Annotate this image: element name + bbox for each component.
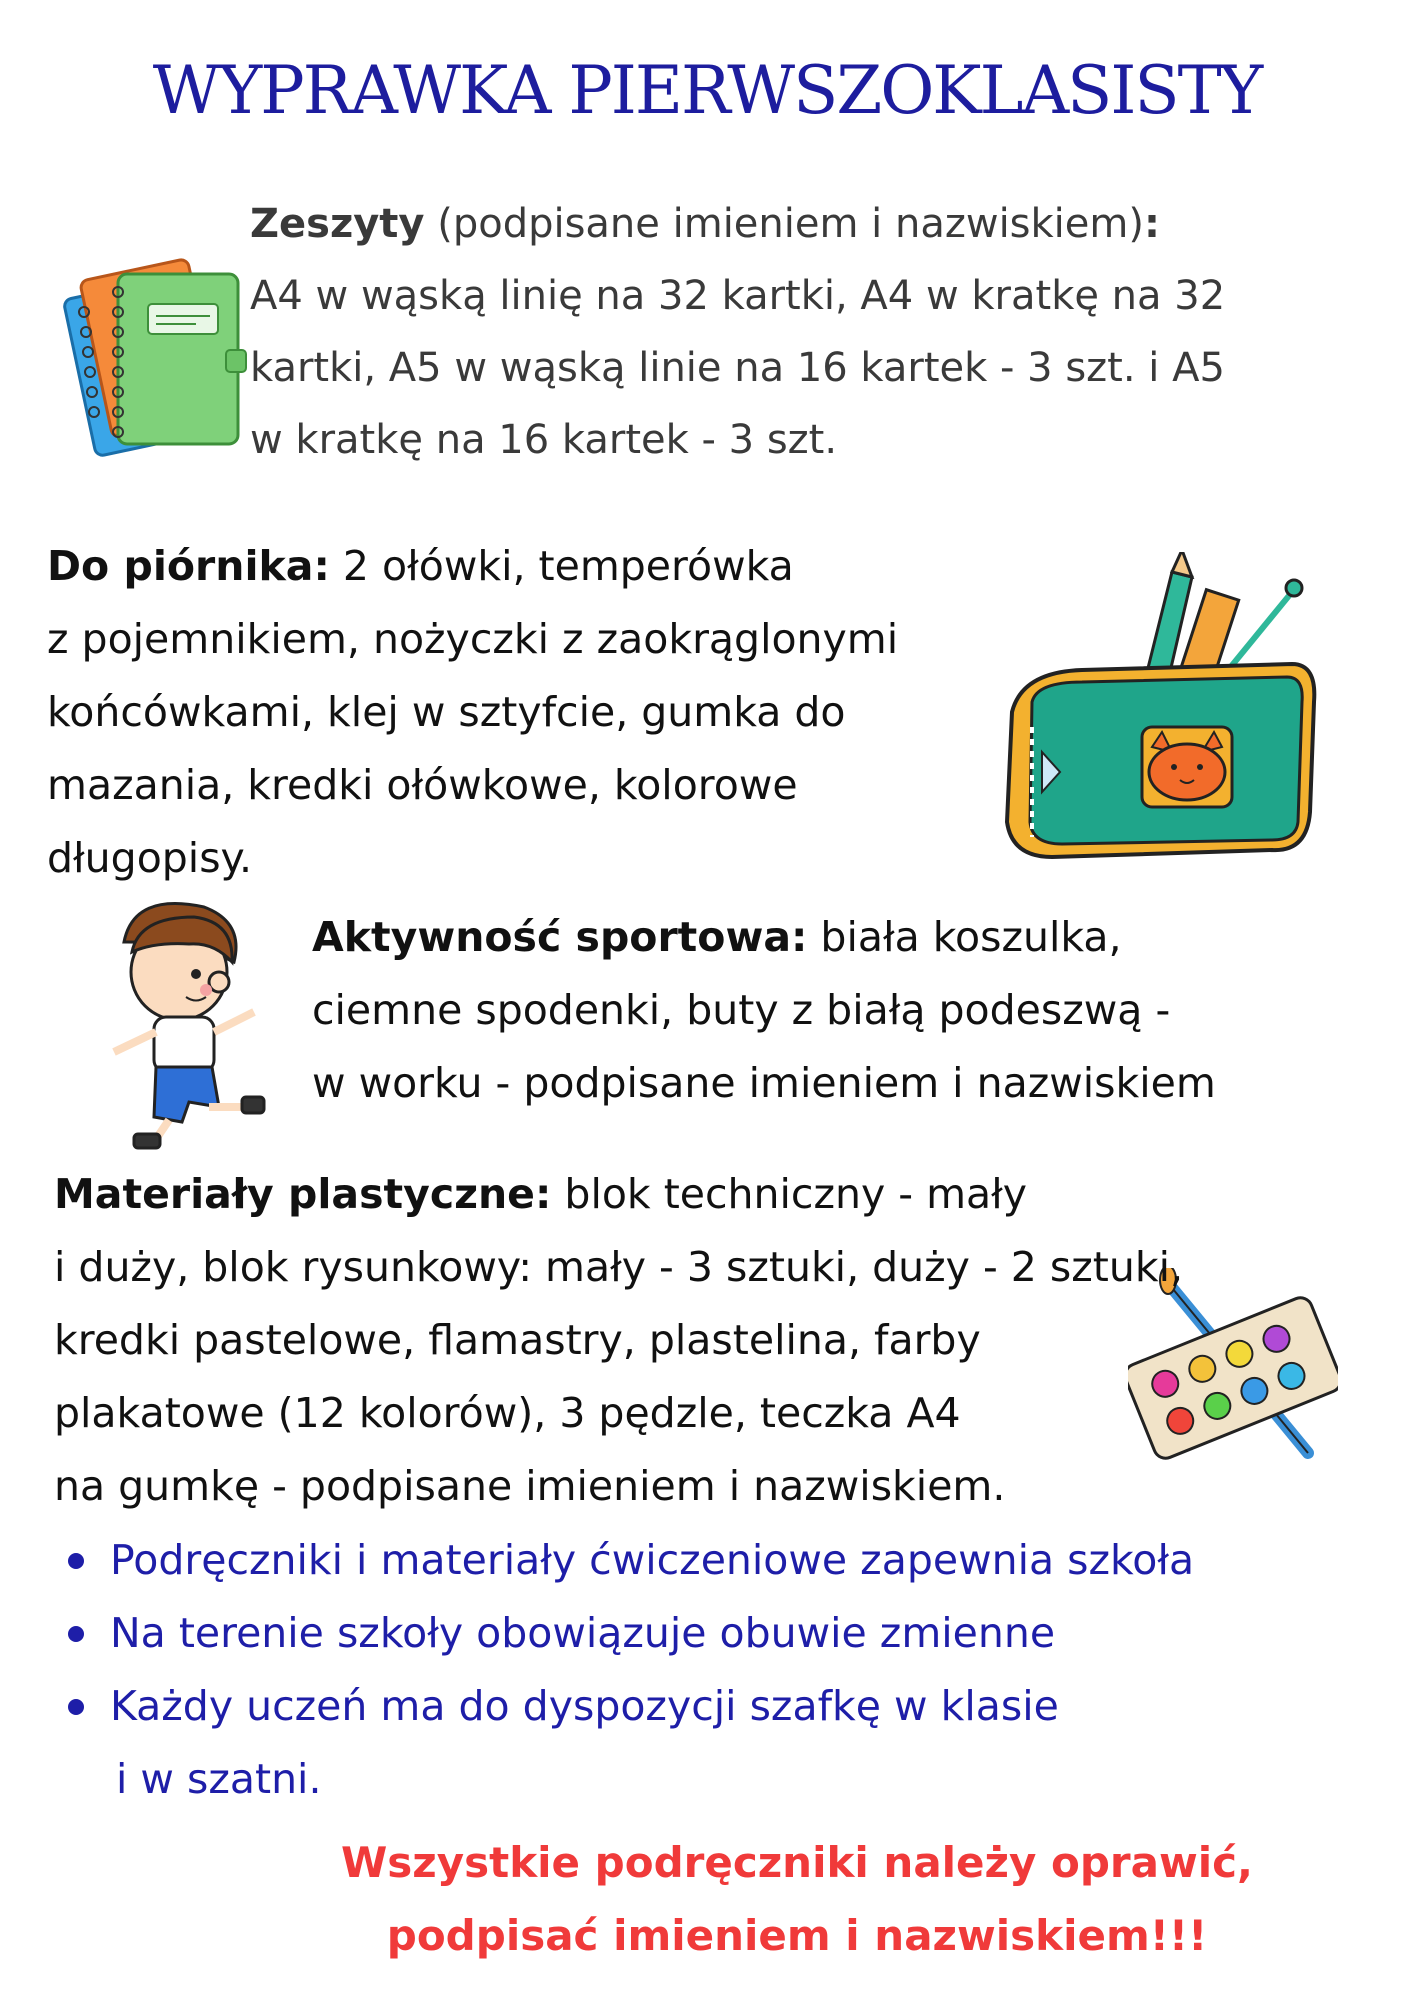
art-line: na gumkę - podpisane imieniem i nazwiskiem. [54,1462,1006,1510]
pencil-case-line: z pojemnikiem, nożyczki z zaokrąglonymi [47,615,899,663]
bullet-icon [68,1553,84,1569]
notebooks-line: w kratkę na 16 kartek - 3 szt. [250,417,838,463]
notebooks-icon [56,232,256,472]
notes-list [60,1524,1400,1816]
bullet-icon [68,1699,84,1715]
sport-line: w worku - podpisane imieniem i nazwiskiem [312,1059,1216,1107]
warning-text [0,1826,1414,1972]
notebooks-line: kartki, A5 w wąską linie na 16 kartek - 3 szt. i A5 [250,345,1225,391]
art-heading: Materiały plastyczne: [54,1170,552,1218]
sport-section [312,901,1412,1120]
list-item [60,1524,1400,1597]
bullet-icon [68,1626,84,1642]
pencil-case-line: 2 ołówki, temperówka [329,542,794,590]
pencil-case-heading: Do piórnika: [47,542,330,590]
notebooks-section [250,188,1400,476]
art-line: plakatowe (12 kolorów), 3 pędzle, teczka A4 [54,1389,961,1437]
warning-line: Wszystkie podręczniki należy oprawić, [340,1838,1254,1887]
list-item [60,1670,1400,1816]
sport-heading: Aktywność sportowa: [312,913,808,961]
notebooks-line: A4 w wąską linię na 32 kartki, A4 w kratkę na 32 [250,273,1226,319]
art-section [54,1158,1384,1523]
pencil-case-line: długopisy. [47,834,252,882]
note-text: Podręczniki i materiały ćwiczeniowe zapewnia szkoła [110,1536,1195,1584]
notebooks-heading-note: (podpisane imieniem i nazwiskiem) [437,201,1144,247]
art-line: kredki pastelowe, flamastry, plastelina, farby [54,1316,981,1364]
notebooks-heading: Zeszyty [250,201,425,247]
note-text: Na terenie szkoły obowiązuje obuwie zmienne [110,1609,1056,1657]
art-line: blok techniczny - mały [551,1170,1028,1218]
notebooks-colon: : [1143,201,1160,247]
pencil-case-line: końcówkami, klej w sztyfcie, gumka do [47,688,846,736]
note-continuation: i w szatni. [116,1755,322,1803]
list-item [60,1597,1400,1670]
art-line: i duży, blok rysunkowy: mały - 3 sztuki, duży - 2 sztuki, [54,1243,1184,1291]
sport-line: ciemne spodenki, buty z białą podeszwą - [312,986,1171,1034]
warning-line: podpisać imieniem i nazwiskiem!!! [386,1911,1208,1960]
running-boy-icon [94,892,274,1152]
pencil-case-line: mazania, kredki ołówkowe, kolorowe [47,761,798,809]
page-title: WYPRAWKA PIERWSZOKLASISTY [152,52,1262,129]
note-text: Każdy uczeń ma do dyspozycji szafkę w klasie [110,1682,1059,1730]
pencil-case-section [47,530,1047,895]
sport-line: biała koszulka, [807,913,1122,961]
